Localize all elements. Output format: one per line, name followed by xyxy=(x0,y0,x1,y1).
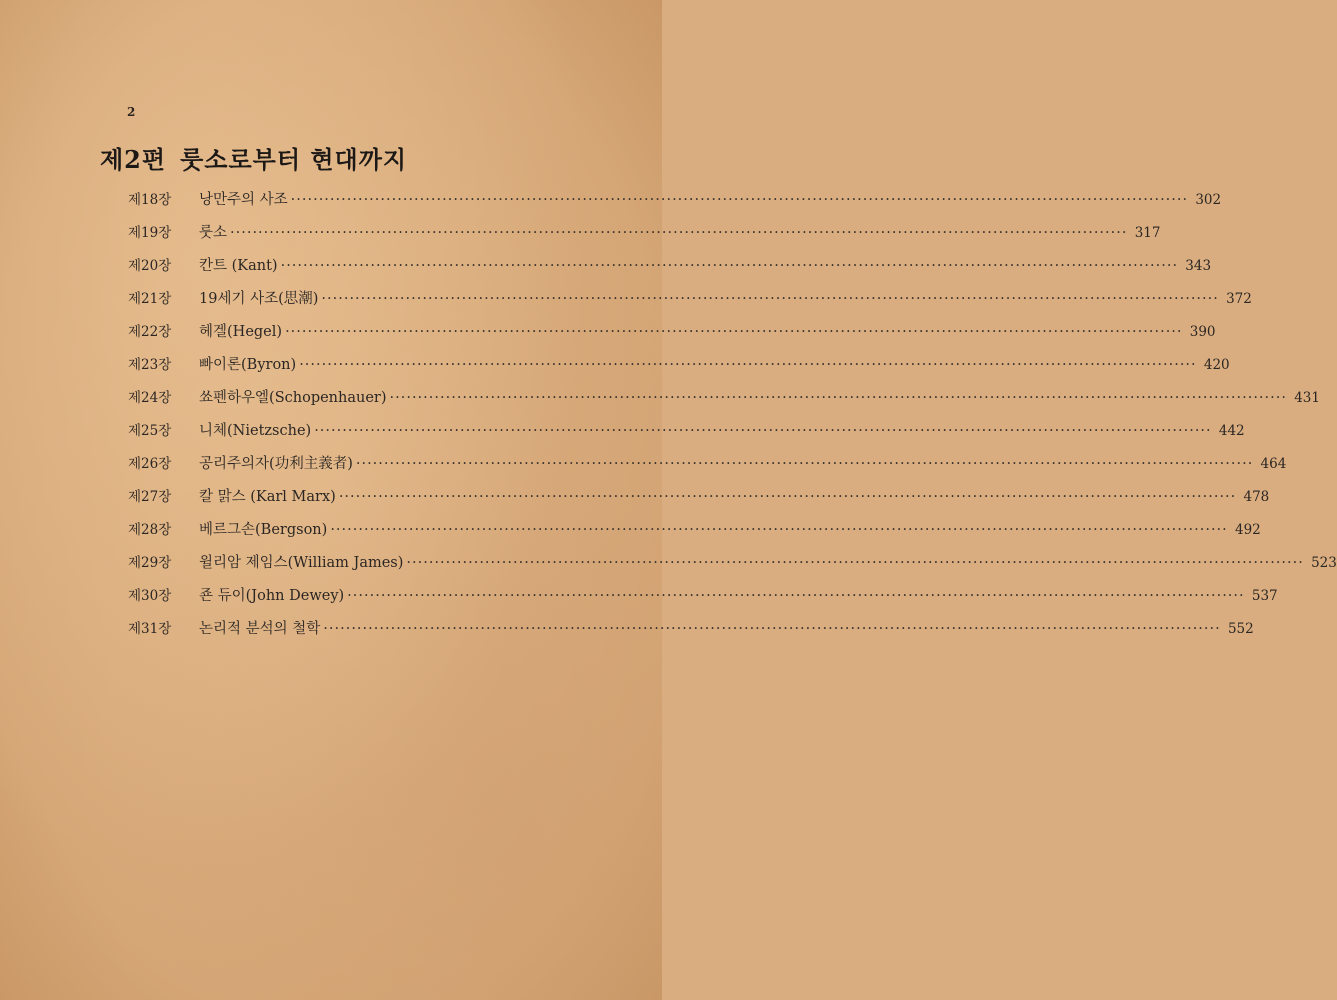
toc-entry xyxy=(128,349,1230,382)
dot-leader: ································································································································································ xyxy=(290,192,1189,208)
chapter-title: 쑈펜하우엘(Schopenhauer) xyxy=(199,390,387,406)
chapter-number: 제22장 xyxy=(128,324,172,340)
dot-leader: ································································································································································ xyxy=(406,555,1304,571)
chapter-title: 베르그손(Bergson) xyxy=(199,522,328,538)
toc-entry xyxy=(128,415,1245,448)
dot-leader: ································································································································································ xyxy=(299,357,1197,373)
dot-leader: ································································································································································ xyxy=(347,588,1245,604)
toc-entry xyxy=(128,613,1254,646)
chapter-number: 제20장 xyxy=(128,258,172,274)
chapter-title: 19세기 사조(思潮) xyxy=(199,291,319,307)
chapter-page: 552 xyxy=(1227,621,1254,637)
chapter-page: 442 xyxy=(1218,423,1245,439)
dot-leader: ································································································································································ xyxy=(285,324,1183,340)
chapter-title: 칼 맑스 (Karl Marx) xyxy=(199,489,336,505)
chapter-title: 빠이론(Byron) xyxy=(199,357,297,373)
chapter-number: 제19장 xyxy=(128,225,172,241)
toc-entry xyxy=(128,448,1287,481)
part-heading: 룻소로부터 현대까지 xyxy=(180,145,408,174)
toc-entry xyxy=(128,250,1212,283)
toc-entry xyxy=(128,514,1261,547)
dot-leader: ································································································································································ xyxy=(338,489,1237,505)
chapter-page: 317 xyxy=(1134,225,1161,241)
toc-entry xyxy=(128,316,1216,349)
chapter-page: 537 xyxy=(1251,588,1278,604)
dot-leader: ································································································································································ xyxy=(230,225,1128,241)
toc-entry xyxy=(128,382,1320,415)
chapter-number: 제29장 xyxy=(128,555,172,571)
chapter-number: 제18장 xyxy=(128,192,172,208)
chapter-title: 윌리암 제임스(William James) xyxy=(199,555,404,571)
toc-entry xyxy=(128,184,1222,217)
chapter-title: 헤겔(Hegel) xyxy=(199,324,283,340)
toc-entry xyxy=(128,580,1278,613)
chapter-page: 464 xyxy=(1260,456,1287,472)
toc-entry xyxy=(128,217,1161,250)
chapter-page: 492 xyxy=(1235,522,1261,538)
chapter-number: 제28장 xyxy=(128,522,172,538)
chapter-number: 제30장 xyxy=(128,588,172,604)
chapter-number: 제25장 xyxy=(128,423,172,439)
chapter-title: 니체(Nietzsche) xyxy=(199,423,312,439)
toc-entry xyxy=(128,547,1337,580)
chapter-title: 논리적 분석의 철학 xyxy=(199,621,321,637)
chapter-number: 제31장 xyxy=(128,621,172,637)
chapter-number: 제27장 xyxy=(128,489,172,505)
chapter-number: 제21장 xyxy=(128,291,172,307)
table-of-contents xyxy=(128,184,1337,646)
chapter-number: 제23장 xyxy=(128,357,172,373)
chapter-page: 420 xyxy=(1203,357,1230,373)
chapter-title: 죤 듀이(John Dewey) xyxy=(199,588,345,604)
part-title xyxy=(100,140,407,175)
chapter-page: 523 xyxy=(1311,555,1337,571)
dot-leader: ································································································································································ xyxy=(389,390,1287,406)
chapter-title: 룻소 xyxy=(199,225,228,241)
chapter-number: 제26장 xyxy=(128,456,172,472)
chapter-title: 공리주의자(功利主義者) xyxy=(199,456,353,472)
chapter-title: 칸트 (Kant) xyxy=(199,258,278,274)
dot-leader: ································································································································································ xyxy=(323,621,1221,637)
chapter-page: 431 xyxy=(1294,390,1320,406)
toc-entry xyxy=(128,481,1270,514)
toc-entry xyxy=(128,283,1252,316)
dot-leader: ································································································································································ xyxy=(321,291,1219,307)
chapter-page: 302 xyxy=(1195,192,1222,208)
dot-leader: ································································································································································ xyxy=(314,423,1212,439)
chapter-page: 390 xyxy=(1189,324,1216,340)
dot-leader: ································································································································································ xyxy=(330,522,1228,538)
part-label: 제2편 xyxy=(100,145,167,174)
chapter-page: 372 xyxy=(1226,291,1252,307)
chapter-title: 낭만주의 사조 xyxy=(199,192,288,208)
chapter-page: 343 xyxy=(1185,258,1212,274)
dot-leader: ································································································································································ xyxy=(280,258,1179,274)
page-number: 2 xyxy=(127,105,136,119)
dot-leader: ································································································································································ xyxy=(355,456,1254,472)
chapter-number: 제24장 xyxy=(128,390,172,406)
chapter-page: 478 xyxy=(1243,489,1270,505)
